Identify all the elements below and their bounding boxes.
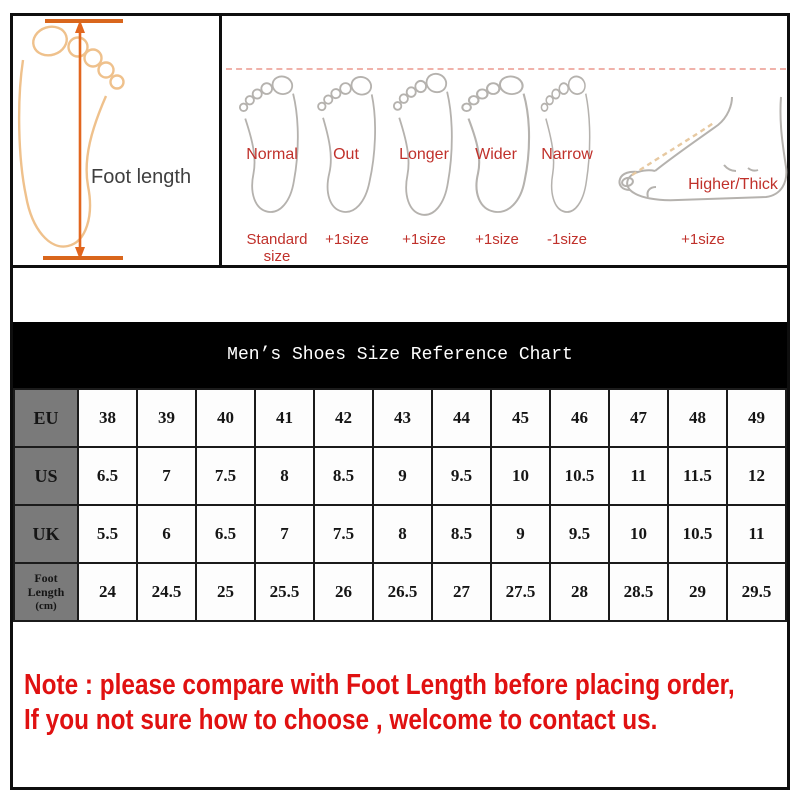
size-cell: 10 xyxy=(609,505,668,563)
size-cell: 24.5 xyxy=(137,563,196,621)
size-cell: 26 xyxy=(314,563,373,621)
foot-type-label-normal: Normal xyxy=(246,146,298,163)
foot-type-label-out: Out xyxy=(333,146,359,163)
size-cell: 12 xyxy=(727,447,786,505)
size-cell: 25.5 xyxy=(255,563,314,621)
size-cell: 40 xyxy=(196,389,255,447)
instep-dashed-line xyxy=(632,122,715,175)
size-adjust-longer: +1size xyxy=(402,231,446,248)
size-cell: 38 xyxy=(78,389,137,447)
row-header-us: US xyxy=(14,447,78,505)
size-cell: 6.5 xyxy=(78,447,137,505)
size-cell: 5.5 xyxy=(78,505,137,563)
size-cell: 29.5 xyxy=(727,563,786,621)
size-cell: 39 xyxy=(137,389,196,447)
measure-end-bars xyxy=(43,21,123,258)
foot-length-label: Foot length xyxy=(91,166,192,188)
table-row-us xyxy=(14,447,786,505)
size-cell: 11 xyxy=(727,505,786,563)
order-note xyxy=(24,668,735,738)
foot-type-label-higher-thick: Higher/Thick xyxy=(688,176,778,193)
size-cell: 6 xyxy=(137,505,196,563)
foot-type-label-longer: Longer xyxy=(399,146,449,163)
size-cell: 27.5 xyxy=(491,563,550,621)
size-adjust-higher-thick: +1size xyxy=(681,231,725,248)
fit-guide-section xyxy=(13,16,787,268)
size-cell: 8 xyxy=(255,447,314,505)
size-cell: 25 xyxy=(196,563,255,621)
size-cell: 45 xyxy=(491,389,550,447)
note-line-1: Note : please compare with Foot Length before placing order, xyxy=(24,669,735,701)
size-reference-table xyxy=(13,388,787,622)
size-cell: 9 xyxy=(373,447,432,505)
table-row-eu xyxy=(14,389,786,447)
size-cell: 43 xyxy=(373,389,432,447)
size-cell: 41 xyxy=(255,389,314,447)
row-header-uk: UK xyxy=(14,505,78,563)
foot-narrow-illustration xyxy=(539,67,594,215)
note-line-2: If you not sure how to choose , welcome to contact us. xyxy=(24,704,658,736)
size-cell: 48 xyxy=(668,389,727,447)
size-cell: 8.5 xyxy=(314,447,373,505)
size-cell: 11 xyxy=(609,447,668,505)
size-cell: 28.5 xyxy=(609,563,668,621)
size-cell: 9.5 xyxy=(550,505,609,563)
size-cell: 9 xyxy=(491,505,550,563)
size-cell: 7 xyxy=(255,505,314,563)
foot-wider-illustration xyxy=(459,67,535,215)
table-title: Men’s Shoes Size Reference Chart xyxy=(227,345,573,365)
size-cell: 26.5 xyxy=(373,563,432,621)
size-cell: 7 xyxy=(137,447,196,505)
size-adjust-out: +1size xyxy=(325,231,369,248)
size-cell: 9.5 xyxy=(432,447,491,505)
size-adjust-narrow: -1size xyxy=(546,231,587,248)
size-cell: 10.5 xyxy=(668,505,727,563)
foot-type-label-wider: Wider xyxy=(475,146,517,163)
foot-out-illustration xyxy=(311,66,382,216)
size-cell: 27 xyxy=(432,563,491,621)
size-cell: 10.5 xyxy=(550,447,609,505)
size-cell: 7.5 xyxy=(314,505,373,563)
outer-frame xyxy=(10,13,790,790)
size-cell: 29 xyxy=(668,563,727,621)
size-cell: 46 xyxy=(550,389,609,447)
size-cell: 8.5 xyxy=(432,505,491,563)
size-adjust-wider: +1size xyxy=(475,231,519,248)
foot-normal-illustration xyxy=(237,67,303,215)
foot-length-panel xyxy=(13,16,222,265)
size-cell: 11.5 xyxy=(668,447,727,505)
foot-outline-tan xyxy=(19,22,123,246)
foot-length-unit: (cm) xyxy=(35,599,57,612)
row-header-foot-length xyxy=(14,563,78,621)
size-cell: 28 xyxy=(550,563,609,621)
size-cell: 24 xyxy=(78,563,137,621)
row-header-eu: EU xyxy=(14,389,78,447)
size-cell: 49 xyxy=(727,389,786,447)
size-cell: 42 xyxy=(314,389,373,447)
foot-type-label-narrow: Narrow xyxy=(541,146,593,163)
table-row-uk xyxy=(14,505,786,563)
size-cell: 10 xyxy=(491,447,550,505)
size-cell: 6.5 xyxy=(196,505,255,563)
table-row-foot-length xyxy=(14,563,786,621)
size-cell: 47 xyxy=(609,389,668,447)
table-title-band xyxy=(13,322,787,388)
foot-measure-illustration xyxy=(17,18,217,262)
size-cell: 8 xyxy=(373,505,432,563)
size-cell: 44 xyxy=(432,389,491,447)
foot-longer-illustration xyxy=(391,64,457,218)
size-adjust-normal: Standard size xyxy=(246,231,308,266)
size-cell: 7.5 xyxy=(196,447,255,505)
foot-length-header-text: Foot Length xyxy=(27,571,65,600)
